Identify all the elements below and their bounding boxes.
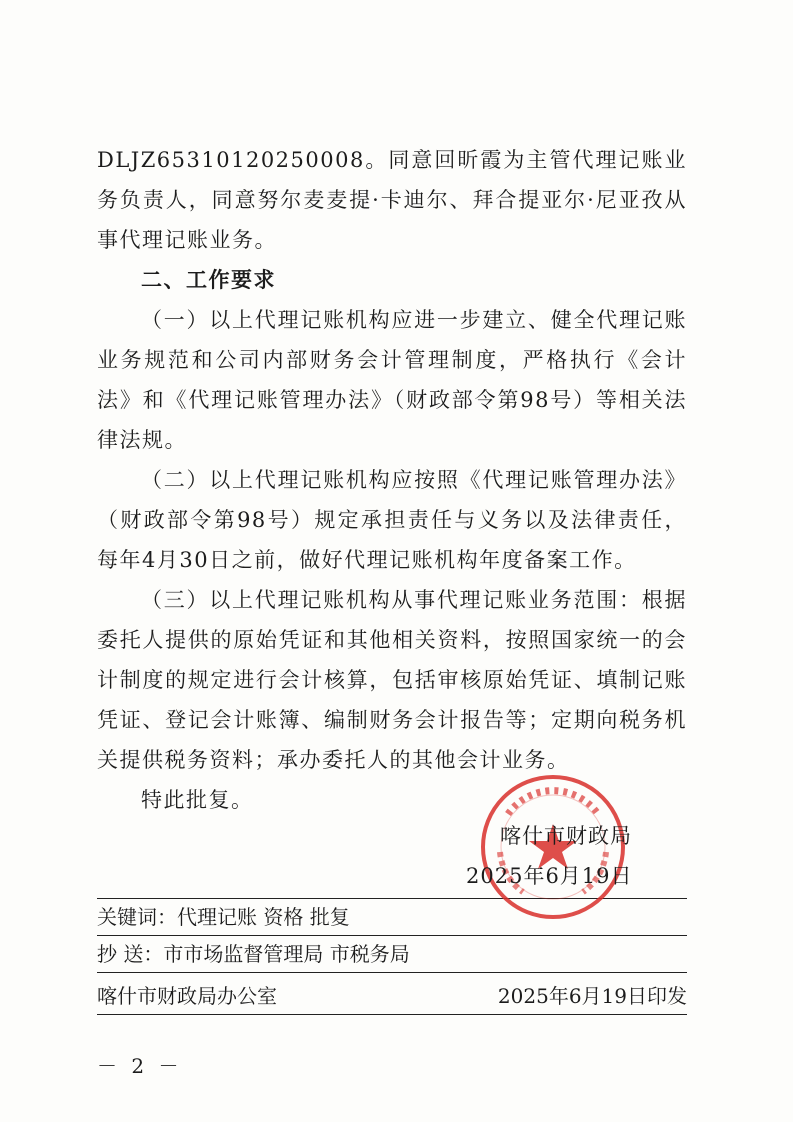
page-number: － 2 － <box>97 1054 183 1078</box>
paragraph-approval-continued: DLJZ65310120250008。同意回昕霞为主管代理记账业务负责人，同意努尔麦麦提·卡迪尔、拜合提亚尔·尼亚孜从事代理记账业务。 <box>97 148 687 252</box>
issuer-line <box>97 978 687 1015</box>
issuer-name: 喀什市财政局办公室 <box>97 984 277 1008</box>
document-body <box>97 140 687 820</box>
signature-date: 2025年6月19日 <box>466 864 633 888</box>
issue-date: 2025年6月19日印发 <box>497 984 687 1008</box>
section-heading-work-requirements: 二、工作要求 <box>141 268 276 292</box>
signature-organization: 喀什市财政局 <box>500 824 632 848</box>
requirement-item-1: （一）以上代理记账机构应进一步建立、健全代理记账业务规范和公司内部财务会计管理制度，严格执行《会计法》和《代理记账管理办法》（财政部令第98号）等相关法律法规。 <box>97 308 687 452</box>
requirement-item-3: （三）以上代理记账机构从事代理记账业务范围：根据委托人提供的原始凭证和其他相关资料，按照国家统一的会计制度的规定进行会计核算，包括审核原始凭证、填制记账凭证、登记会计账簿、编制财务会计报告等；定期向税务机关提供税务资料；承办委托人的其他会计业务。 <box>97 588 687 772</box>
closing-statement: 特此批复。 <box>141 788 254 812</box>
keywords-line: 关键词：代理记账 资格 批复 <box>97 898 687 936</box>
requirement-item-2: （二）以上代理记账机构应按照《代理记账管理办法》（财政部令第98号）规定承担责任与义务以及法律责任，每年4月30日之前，做好代理记账机构年度备案工作。 <box>97 468 687 572</box>
cc-line: 抄 送：市市场监督管理局 市税务局 <box>97 936 687 973</box>
